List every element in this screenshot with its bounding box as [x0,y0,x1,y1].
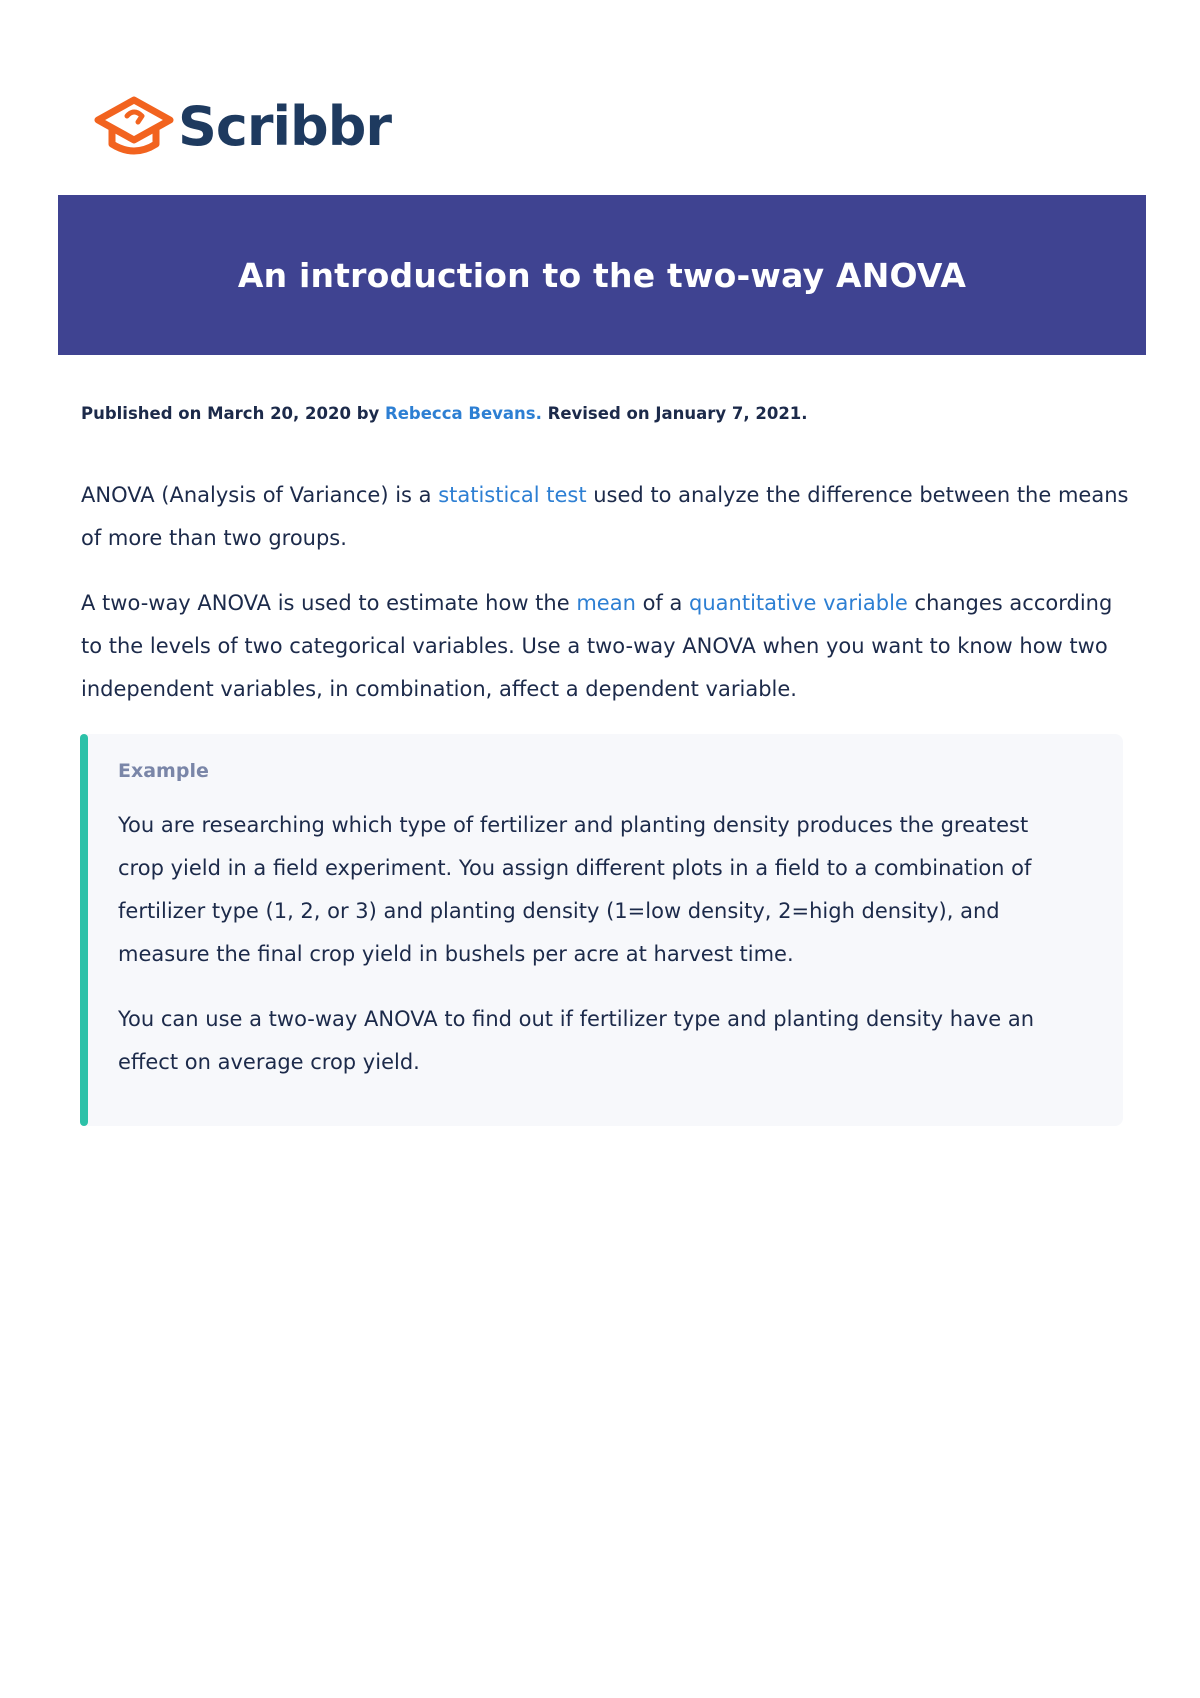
intro-p2-text-after: changes according to the levels of two categorical variables. Use a two-way ANOVA when you want to know how two independent variables, in combination, affect a dependent variable. [81,591,1113,701]
statistical-test-link[interactable]: statistical test [438,483,587,507]
example-box [80,734,1123,1126]
page-title: An introduction to the two-way ANOVA [237,255,967,295]
intro-p2-text-middle: of a [635,591,690,615]
published-date: Published on March 20, 2020 by [81,404,386,423]
intro-p1-text-after: used to analyze the difference between the means of more than two groups. [81,483,1129,550]
example-paragraph-2: You can use a two-way ANOVA to find out if fertilizer type and planting density have an effect on average crop yield. [118,1007,1035,1074]
brand-name: Scribbr [178,95,391,158]
example-content [118,756,1078,1106]
article-body [81,474,1131,733]
intro-paragraph-1 [81,474,1131,560]
title-banner [58,195,1146,355]
quantitative-variable-link[interactable]: quantitative variable [689,591,908,615]
example-label: Example [118,760,209,782]
byline [81,404,808,423]
author-link[interactable]: Rebecca Bevans. [385,404,542,423]
revised-date: Revised on January 7, 2021. [541,404,808,423]
scribbr-logo[interactable] [94,92,391,162]
mean-link[interactable]: mean [576,591,636,615]
intro-paragraph-2 [81,582,1131,711]
example-paragraph-1: You are researching which type of fertilizer and planting density produces the greatest crop yield in a field experiment. You assign different plots in a field to a combination of fertilizer type (1, 2, or 3) and planting density (1=low density, 2=high density), and measure the final crop yield in bushels per acre at harvest time. [118,813,1032,966]
intro-p2-text-before: A two-way ANOVA is used to estimate how the [81,591,577,615]
graduation-cap-icon [94,92,174,162]
example-accent-bar [80,734,88,1126]
intro-p1-text-before: ANOVA (Analysis of Variance) is a [81,483,439,507]
